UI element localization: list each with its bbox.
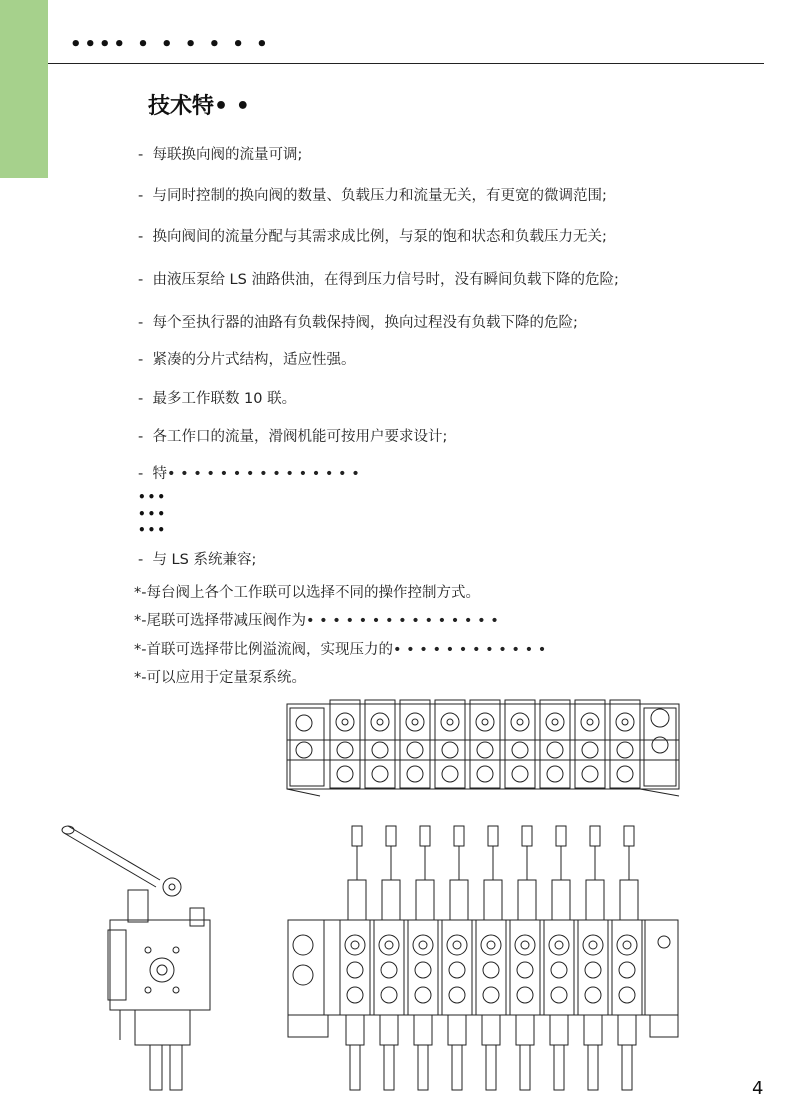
feature-item: - 与 LS 系统兼容; xyxy=(138,552,257,568)
feature-item: - 最多工作联数 10 联。 xyxy=(138,391,297,407)
dot-row: ••• xyxy=(138,523,168,537)
feature-item: - 各工作口的流量，滑阀机能可按用户要求设计; xyxy=(138,429,448,445)
dot-row: ••• xyxy=(138,507,168,521)
feature-item: - 换向阀间的流量分配与其需求成比例，与泵的饱和状态和负载压力无关; xyxy=(138,229,607,245)
feature-item: *-每台阀上各个工作联可以选择不同的操作控制方式。 xyxy=(134,585,480,601)
feature-item: *-首联可选择带比例溢流阀，实现压力的• • • • • • • • • • • • xyxy=(134,642,547,658)
feature-item: - 由液压泵给 LS 油路供油，在得到压力信号时，没有瞬间负载下降的危险; xyxy=(138,272,619,288)
feature-item: - 与同时控制的换向阀的数量、负载压力和流量无关，有更宽的微调范围; xyxy=(138,188,607,204)
feature-item: - 特• • • • • • • • • • • • • • • xyxy=(138,466,360,482)
feature-item: - 每联换向阀的流量可调; xyxy=(138,147,303,163)
dot-row: ••• xyxy=(138,490,168,504)
feature-item: *-尾联可选择带减压阀作为• • • • • • • • • • • • • • • xyxy=(134,613,499,629)
header-section-title: •••• • • • • • • xyxy=(70,34,271,55)
feature-item: *-可以应用于定量泵系统。 xyxy=(134,670,306,686)
page-title: 技术特• • xyxy=(148,94,250,119)
feature-item: - 每个至执行器的油路有负载保持阀，换向过程没有负载下降的危险; xyxy=(138,315,578,331)
feature-item: - 紧凑的分片式结构，适应性强。 xyxy=(138,352,356,368)
page-number: 4 xyxy=(752,1078,764,1099)
